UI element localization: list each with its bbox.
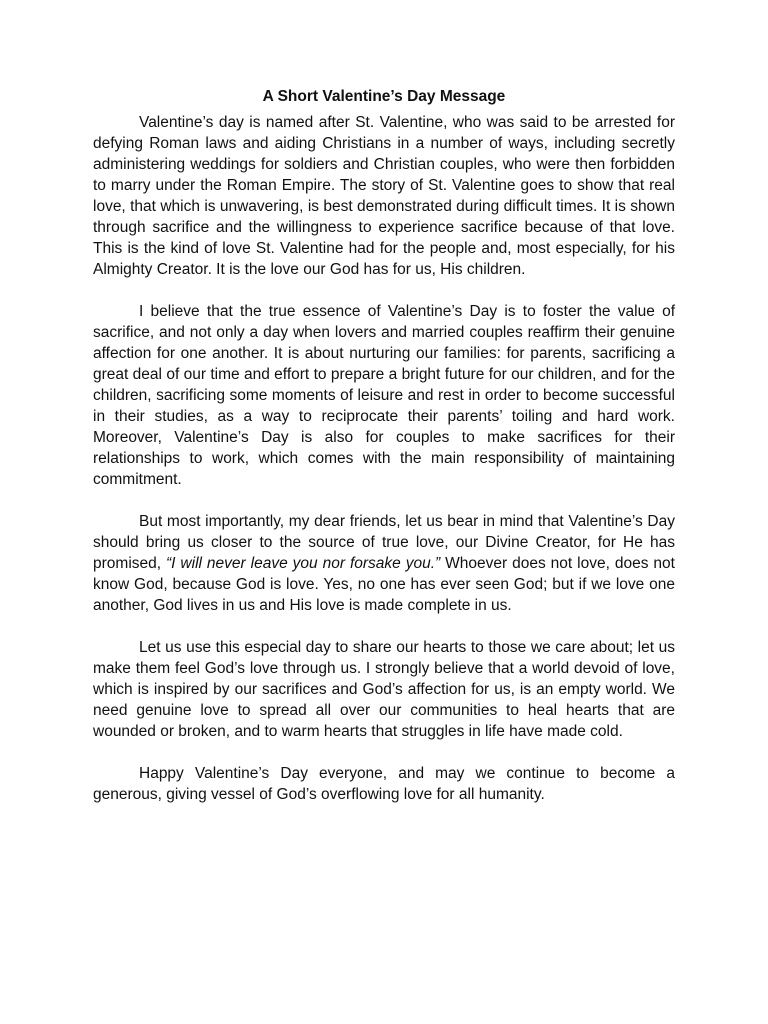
scripture-quote: “I will never leave you nor forsake you.” — [166, 555, 441, 572]
document-page — [93, 86, 675, 826]
paragraph-2: I believe that the true essence of Valentine’s Day is to foster the value of sacrifice, and not only a day when lovers and married couples reaffirm their genuine affection for one another. It is about nurturing our families: for parents, sacrificing a great deal of our time and effort to prepare a bright future for our children, and for the children, sacrificing some moments of leisure and rest in order to become successful in their studies, as a way to reciprocate their parents’ toiling and hard work. Moreover, Valentine’s Day is also for couples to make sacrifices for their relationships to work, which comes with the main responsibility of maintaining commitment. — [93, 303, 675, 488]
paragraph-3-text-before-quote: But most importantly, my dear friends, let us bear in mind that Valentine’s Day should bring us closer to the source of true love, our Divine Creator, for He has promised, — [93, 513, 675, 572]
paragraph-3 — [93, 511, 675, 616]
paragraph-3-text-after-quote: Whoever does not love, does not know God, because God is love. Yes, no one has ever seen God; but if we love one another, God lives in us and His love is made complete in us. — [93, 555, 675, 614]
paragraph-5: Happy Valentine’s Day everyone, and may we continue to become a generous, giving vessel of God’s overflowing love for all humanity. — [93, 765, 675, 803]
paragraph-4: Let us use this especial day to share our hearts to those we care about; let us make them feel God’s love through us. I strongly believe that a world devoid of love, which is inspired by our sacrifices and God’s affection for us, is an empty world. We need genuine love to spread all over our communities to heal hearts that are wounded or broken, and to warm hearts that struggles in life have made cold. — [93, 639, 675, 740]
document-title: A Short Valentine’s Day Message — [262, 88, 506, 105]
paragraph-1: Valentine’s day is named after St. Valentine, who was said to be arrested for defying Roman laws and aiding Christians in a number of ways, including secretly administering weddings for soldiers and Christian couples, who were then forbidden to marry under the Roman Empire. The story of St. Valentine goes to show that real love, that which is unwavering, is best demonstrated during difficult times. It is shown through sacrifice and the willingness to experience sacrifice because of that love. This is the kind of love St. Valentine had for the people and, most especially, for his Almighty Creator. It is the love our God has for us, His children. — [93, 114, 675, 278]
